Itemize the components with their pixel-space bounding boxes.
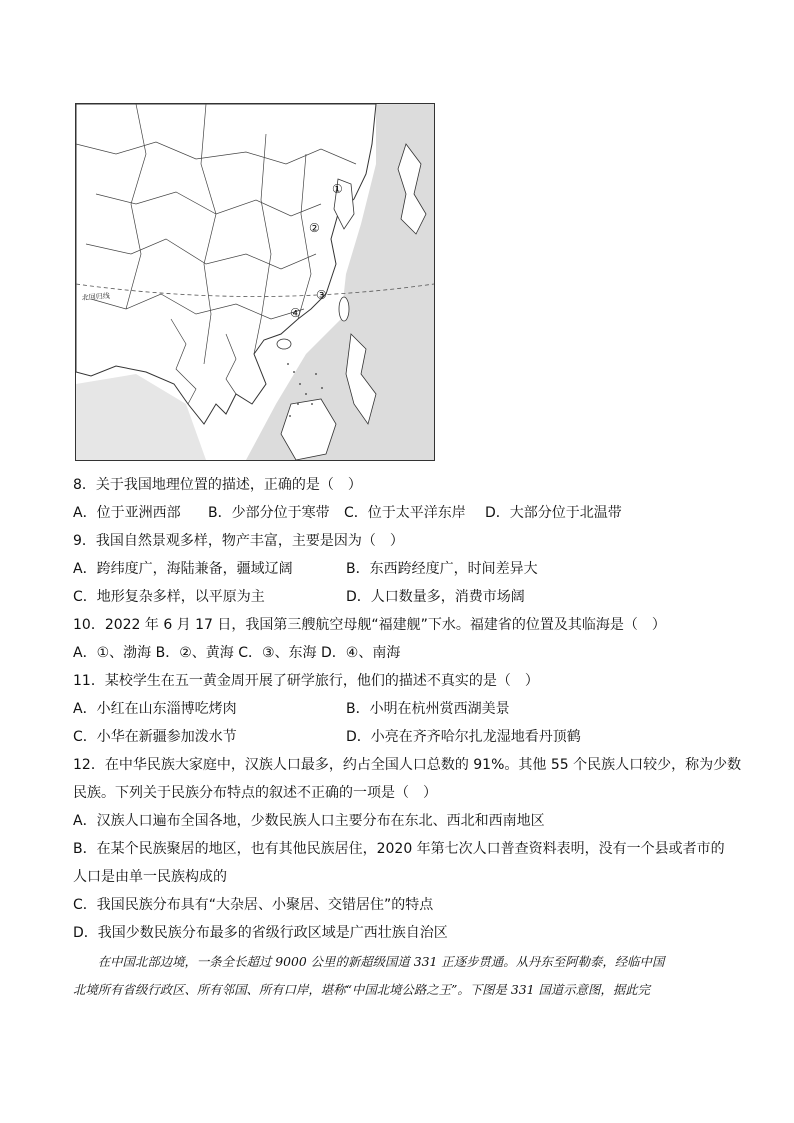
passage-line1: 在中国北部边境，一条全长超过 9000 公里的新超级国道 331 正逐步贯通。从丹东至阿勒泰，经临中国	[73, 954, 665, 969]
q11-option-c[interactable]: C．小华在新疆参加泼水节	[73, 729, 237, 745]
q12-stem-line2: 民族。下列关于民族分布特点的叙述不正确的一项是（ ）	[73, 785, 437, 801]
marker-2: ②	[309, 221, 320, 235]
q12-option-b-line2[interactable]: 人口是由单一民族构成的	[73, 869, 227, 885]
q11-option-d[interactable]: D．小亮在齐齐哈尔扎龙湿地看丹顶鹤	[346, 729, 581, 745]
q8-option-a[interactable]: A．位于亚洲西部	[73, 505, 181, 521]
q9-stem: 9．我国自然景观多样，物产丰富，主要是因为（ ）	[73, 533, 404, 549]
q10-option-c-mark: ③	[262, 645, 275, 661]
q10-option-c-text: 、东海 D．	[274, 645, 346, 661]
q10-option-a-mark: ①	[96, 645, 110, 661]
marker-4: ④	[290, 306, 301, 320]
q11-option-a[interactable]: A．小红在山东淄博吃烤肉	[73, 701, 237, 717]
taiwan-island	[339, 297, 349, 321]
q10-option-d-mark: ④	[345, 645, 359, 661]
q10-option-d-text: 、南海	[358, 645, 401, 661]
q10-option-b-mark: ②	[179, 645, 192, 661]
q12-option-a[interactable]: A．汉族人口遍布全国各地，少数民族人口主要分布在东北、西北和西南地区	[73, 813, 545, 829]
q10-option-b-text: 、黄海 C．	[191, 645, 262, 661]
q11-stem: 11．某校学生在五一黄金周开展了研学旅行，他们的描述不真实的是（ ）	[73, 673, 539, 689]
q9-option-b[interactable]: B．东西跨经度广，时间差异大	[346, 561, 538, 577]
q10-option-a-text: 、渤海 B．	[109, 645, 180, 661]
q10-options[interactable]	[73, 643, 400, 663]
q9-option-a[interactable]: A．跨纬度广，海陆兼备，疆域辽阔	[73, 561, 293, 577]
q8-option-b[interactable]: B．少部分位于寒带	[208, 505, 330, 521]
q9-option-d[interactable]: D．人口数量多，消费市场阔	[346, 589, 525, 605]
q8-stem: 8．关于我国地理位置的描述，正确的是（ ）	[73, 477, 362, 493]
q11-option-b[interactable]: B．小明在杭州赏西湖美景	[346, 701, 510, 717]
q10-stem: 10．2022 年 6 月 17 日，我国第三艘航空母舰“福建舰”下水。福建省的位置及其临海是（ ）	[73, 617, 666, 633]
map-svg	[76, 104, 434, 460]
q9-option-c[interactable]: C．地形复杂多样，以平原为主	[73, 589, 265, 605]
q12-option-c[interactable]: C．我国民族分布具有“大杂居、小聚居、交错居住”的特点	[73, 897, 434, 913]
q10-option-a-prefix: A．	[73, 645, 97, 661]
marker-1: ①	[332, 182, 343, 196]
q12-stem-line1: 12．在中华民族大家庭中，汉族人口最多，约占全国人口总数的 91%。其他 55 个民族人口较少，称为少数	[73, 757, 742, 773]
q12-option-b-line1[interactable]: B．在某个民族聚居的地区，也有其他民族居住，2020 年第七次人口普查资料表明，没有一个县或者市的	[73, 841, 725, 857]
tropic-label: 北回归线	[81, 292, 111, 302]
q12-option-d[interactable]: D．我国少数民族分布最多的省级行政区域是广西壮族自治区	[73, 925, 448, 941]
q8-option-d[interactable]: D．大部分位于北温带	[485, 505, 622, 521]
hainan-island	[277, 339, 291, 349]
asia-map	[75, 103, 435, 461]
q8-option-c[interactable]: C．位于太平洋东岸	[344, 505, 466, 521]
marker-3: ③	[316, 288, 327, 302]
passage-line2: 北境所有省级行政区、所有邻国、所有口岸，堪称“中国北境公路之王”。下图是 331 国道示意图，据此完	[73, 982, 650, 997]
